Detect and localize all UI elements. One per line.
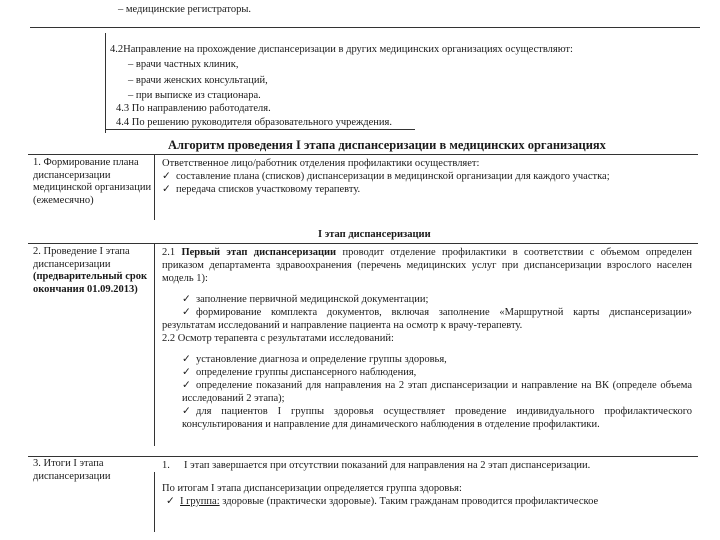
- row3-label: 3. Итоги I этапа диспансеризации: [33, 458, 111, 482]
- list-item: ✓ установление диагноза и определение группы здоровья,: [182, 354, 447, 365]
- check-icon: ✓: [182, 380, 191, 391]
- list-item: ✓ определение показаний для направления на 2 этап диспансеризации и направление на ВК (определе объема исследований 2 этапа);: [182, 380, 692, 404]
- row2-top-rule: [28, 243, 698, 244]
- list-item: ✓ определение группы диспансерного наблюдения,: [182, 367, 417, 378]
- group-label: I группа:: [180, 496, 220, 507]
- paragraph-2-1: 2.1 Первый этап диспансеризации проводит отделение профилактики в соответствии с объемом определен приказом департамента здравоохранения (перечень медицинских услуг при диспансеризации взрослого населен модель 1):: [162, 247, 692, 284]
- list-item: ✓ заполнение первичной медицинской документации;: [182, 294, 429, 305]
- list-item: ✓ для пациентов I группы здоровья осуществляет проведение индивидуального профилактического консультирования и направление для динамического наблюдения в отделение профилактики.: [182, 406, 692, 430]
- list-item: ✓ составление плана (списков) диспансеризации в медицинской организации для каждого участка;: [162, 171, 610, 182]
- top-rule: [30, 27, 700, 28]
- check-icon: ✓: [182, 294, 191, 305]
- table-top-rule: [28, 154, 698, 155]
- check-icon: ✓: [182, 307, 191, 318]
- list-item: 1. I этап завершается при отсутствии показаний для направления на 2 этап диспансеризации.: [162, 460, 591, 471]
- list-item: – врачи частных клиник,: [128, 59, 239, 70]
- row1-divider: [154, 155, 155, 220]
- list-item: ✓ передача списков участковому терапевту.: [162, 184, 361, 195]
- check-icon: ✓: [166, 496, 175, 507]
- list-item: 4.2Направление на прохождение диспансеризации в других медицинских организациях осуществляют:: [110, 44, 573, 55]
- row1-heading: Ответственное лицо/работник отделения профилактики осуществляет:: [162, 158, 480, 169]
- row2-content: [162, 246, 692, 431]
- check-icon: ✓: [182, 354, 191, 365]
- list-item: 4.4 По решению руководителя образовательного учреждения.: [116, 117, 392, 128]
- row1-label: 1. Формирование плана диспансеризации медицинской организации (ежемесячно): [33, 157, 152, 206]
- list-item: ✓ формирование комплекта документов, включая заполнение «Маршрутной карты диспансеризации» результатам исследований и направление пациента на осмотр к врачу-терапевту.: [162, 307, 692, 331]
- list-item: ✓ I группа: здоровые (практически здоровые). Таким гражданам проводится профилактическое: [166, 496, 599, 507]
- row2-divider: [154, 244, 155, 446]
- row1-content: [162, 157, 692, 196]
- paragraph-2-2: 2.2 Осмотр терапевта с результатами исследований:: [162, 333, 394, 344]
- section-header: I этап диспансеризации: [318, 229, 431, 240]
- list-item: – при выписке из стационара.: [128, 90, 261, 101]
- list-left-border: [105, 33, 106, 133]
- row2-deadline: (предварительный срок окончания 01.09.2013): [33, 271, 148, 295]
- check-icon: ✓: [162, 171, 171, 182]
- row2-label: 2. Проведение I этапа диспансеризации (предварительный срок окончания 01.09.2013): [33, 246, 153, 296]
- list-bottom-rule: [105, 129, 415, 130]
- check-icon: ✓: [182, 406, 191, 417]
- page-title: Алгоритм проведения I этапа диспансеризации в медицинских организациях: [168, 138, 606, 152]
- list-item: 4.3 По направлению работодателя.: [116, 103, 271, 114]
- results-line: По итогам I этапа диспансеризации определяется группа здоровья:: [162, 483, 462, 494]
- row3-top-rule: [28, 456, 698, 457]
- list-item: – медицинские регистраторы.: [118, 4, 252, 15]
- row3-content: [162, 459, 692, 508]
- check-icon: ✓: [162, 184, 171, 195]
- check-icon: ✓: [182, 367, 191, 378]
- row3-divider: [154, 472, 155, 532]
- list-item: – врачи женских консультаций,: [128, 75, 268, 86]
